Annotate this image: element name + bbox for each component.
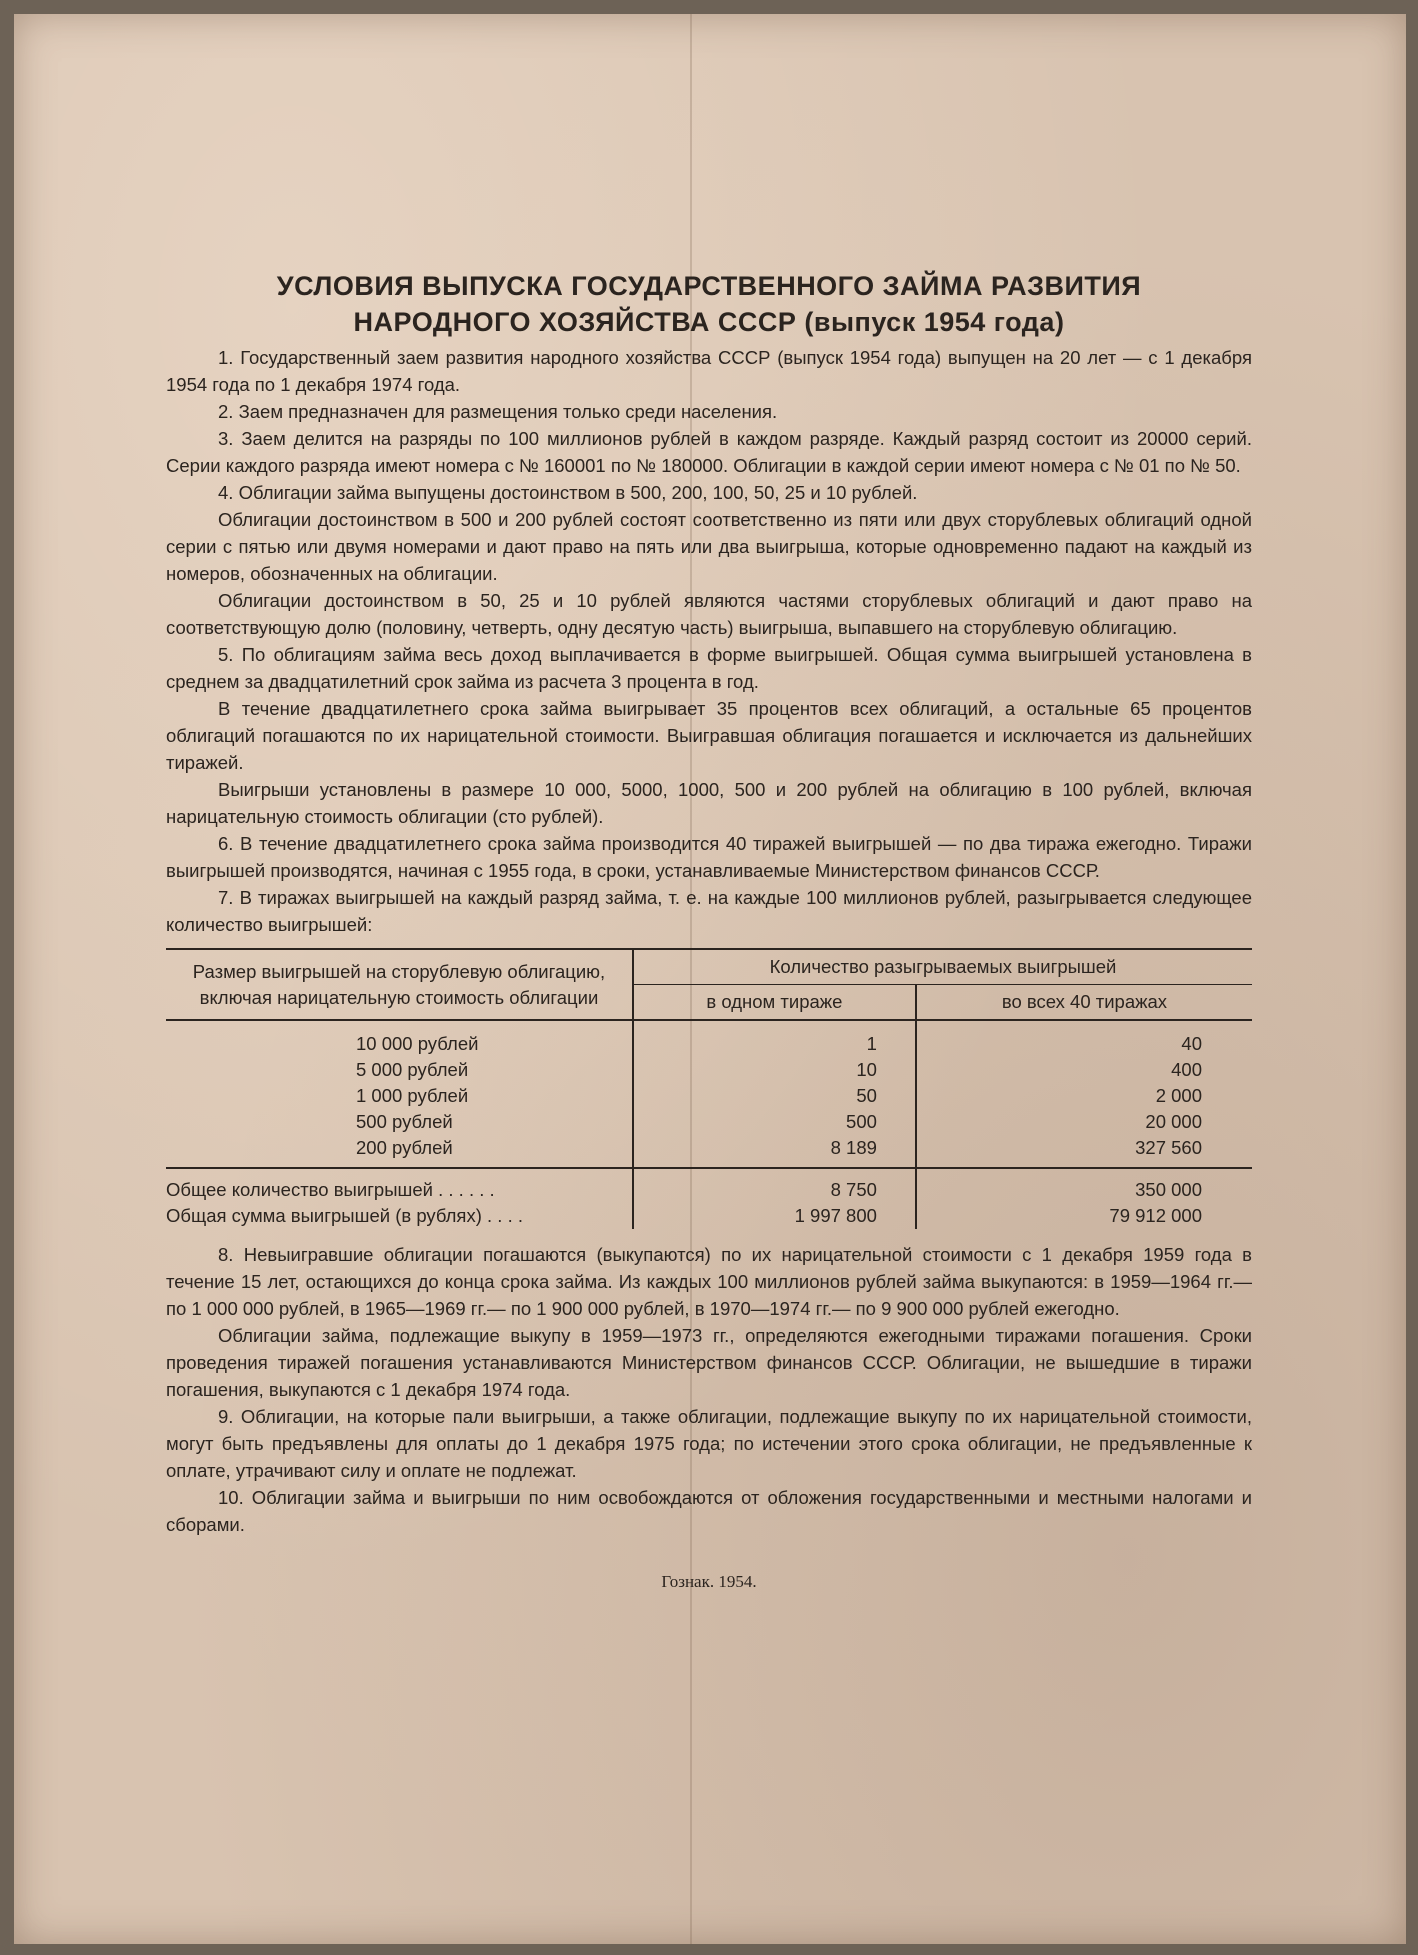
col-header-one-draw: в одном тираже <box>633 985 916 1021</box>
table-row <box>166 1135 1252 1168</box>
cell-all-draws: 2 000 <box>1155 1085 1202 1106</box>
table-row <box>166 1020 1252 1057</box>
table-row <box>166 1083 1252 1109</box>
cell-all-draws: 40 <box>1181 1033 1202 1054</box>
cell-one-draw: 1 <box>633 1020 916 1057</box>
cell-one-draw: 8 750 <box>633 1168 916 1203</box>
col-header-size: Размер выигрышей на сторублевую облигацию, включая нарицательную стоимость облигации <box>166 949 633 1020</box>
paragraph: 1. Государственный заем развития народного хозяйства СССР (выпуск 1954 года) выпущен на 20 лет — с 1 декабря 1954 года по 1 декабря 1974 года. <box>166 347 1252 395</box>
paragraph: Выигрыши установлены в размере 10 000, 5000, 1000, 500 и 200 рублей на облигацию в 100 рублей, включая нарицательную стоимость облигации (сто рублей). <box>166 779 1252 827</box>
table-row <box>166 1057 1252 1083</box>
cell-size: 1 000 рублей <box>166 1083 633 1109</box>
paragraph: В течение двадцатилетнего срока займа выигрывает 35 процентов всех облигаций, а остальные 65 процентов облигаций погашаются по их нарицательной стоимости. Выигравшая облигация погашается и исключается из дальнейших тиражей. <box>166 698 1252 773</box>
cell-size: 500 рублей <box>166 1109 633 1135</box>
winnings-table <box>166 948 1252 1229</box>
table-row <box>166 1109 1252 1135</box>
cell-total-label: Общее количество выигрышей . . . . . . <box>166 1168 633 1203</box>
paragraph: Облигации достоинством в 500 и 200 рублей состоят соответственно из пяти или двух сторублевых облигаций одной серии с пятью или двумя номерами и дают право на пять или два выигрыша, которые одновременно падают на каждый из номеров, обозначенных на облигации. <box>166 509 1252 584</box>
paragraph: Облигации достоинством в 50, 25 и 10 рублей являются частями сторублевых облигаций и дают право на соответствующую долю (половину, четверть, одну десятую часть) выигрыша, выпавшего на сторублевую облигацию. <box>166 590 1252 638</box>
document-body <box>166 268 1252 1595</box>
paragraph: 4. Облигации займа выпущены достоинством в 500, 200, 100, 50, 25 и 10 рублей. <box>218 482 918 503</box>
cell-one-draw: 50 <box>633 1083 916 1109</box>
table-total-row <box>166 1203 1252 1229</box>
paragraph: 8. Невыигравшие облигации погашаются (выкупаются) по их нарицательной стоимости с 1 декабря 1959 года в течение 15 лет, остающихся до конца срока займа. Из каждых 100 миллионов рублей займа выкупаются: в 1959—1964 гг.— по 1 000 000 рублей, в 1965—1969 гг.— по 1 900 000 рублей, в 1970—1974 гг.— по 9 900 000 рублей ежегодно. <box>166 1244 1252 1319</box>
title-line-2: НАРОДНОГО ХОЗЯЙСТВА СССР (выпуск 1954 года) <box>353 307 1065 337</box>
paragraph: Облигации займа, подлежащие выкупу в 1959—1973 гг., определяются ежегодными тиражами погашения. Сроки проведения тиражей погашения устанавливаются Министерством финансов СССР. Облигации, не вышедшие в тиражи погашения, выкупаются с 1 декабря 1974 года. <box>166 1325 1252 1400</box>
col-header-group: Количество разыгрываемых выигрышей <box>633 949 1252 985</box>
cell-all-draws: 350 000 <box>1135 1179 1202 1200</box>
cell-size: 10 000 рублей <box>166 1020 633 1057</box>
cell-all-draws: 20 000 <box>1145 1111 1202 1132</box>
cell-all-draws: 400 <box>1171 1059 1202 1080</box>
paragraph: 9. Облигации, на которые пали выигрыши, а также облигации, подлежащие выкупу по их нарицательной стоимости, могут быть предъявлены для оплаты до 1 декабря 1975 года; по истечении этого срока облигации, не предъявленные к оплате, утрачивают силу и оплате не подлежат. <box>166 1406 1252 1481</box>
paragraph: 6. В течение двадцатилетнего срока займа производится 40 тиражей выигрышей — по два тиража ежегодно. Тиражи выигрышей производятся, начиная с 1955 года, в сроки, устанавливаемые Министерством финансов СССР. <box>166 833 1252 881</box>
title-line-1: УСЛОВИЯ ВЫПУСКА ГОСУДАРСТВЕННОГО ЗАЙМА РАЗВИТИЯ <box>276 271 1142 301</box>
cell-size: 5 000 рублей <box>166 1057 633 1083</box>
paragraph: 7. В тиражах выигрышей на каждый разряд займа, т. е. на каждые 100 миллионов рублей, разыгрывается следующее количество выигрышей: <box>166 887 1252 935</box>
cell-all-draws: 327 560 <box>916 1135 1252 1168</box>
cell-one-draw: 10 <box>633 1057 916 1083</box>
col-header-all-draws: во всех 40 тиражах <box>916 985 1252 1021</box>
cell-one-draw: 500 <box>633 1109 916 1135</box>
paragraph: 2. Заем предназначен для размещения только среди населения. <box>218 401 778 422</box>
table-total-row <box>166 1168 1252 1203</box>
paragraph: 10. Облигации займа и выигрыши по ним освобождаются от обложения государственными и местными налогами и сборами. <box>166 1487 1252 1535</box>
cell-size: 200 рублей <box>166 1135 633 1168</box>
paragraph: 5. По облигациям займа весь доход выплачивается в форме выигрышей. Общая сумма выигрышей установлена в среднем за двадцатилетний срок займа из расчета 3 процента в год. <box>166 644 1252 692</box>
document-title <box>166 268 1252 340</box>
paragraph: 3. Заем делится на разряды по 100 миллионов рублей в каждом разряде. Каждый разряд состоит из 20000 серий. Серии каждого разряда имеют номера с № 160001 по № 180000. Облигации в каждой серии имеют номера с № 01 по № 50. <box>166 428 1252 476</box>
cell-total-label: Общая сумма выигрышей (в рублях) . . . . <box>166 1203 633 1229</box>
cell-all-draws: 79 912 000 <box>1109 1205 1202 1226</box>
cell-one-draw: 1 997 800 <box>633 1203 916 1229</box>
cell-one-draw: 8 189 <box>633 1135 916 1168</box>
printer-imprint: Гознак. 1954. <box>661 1572 757 1591</box>
